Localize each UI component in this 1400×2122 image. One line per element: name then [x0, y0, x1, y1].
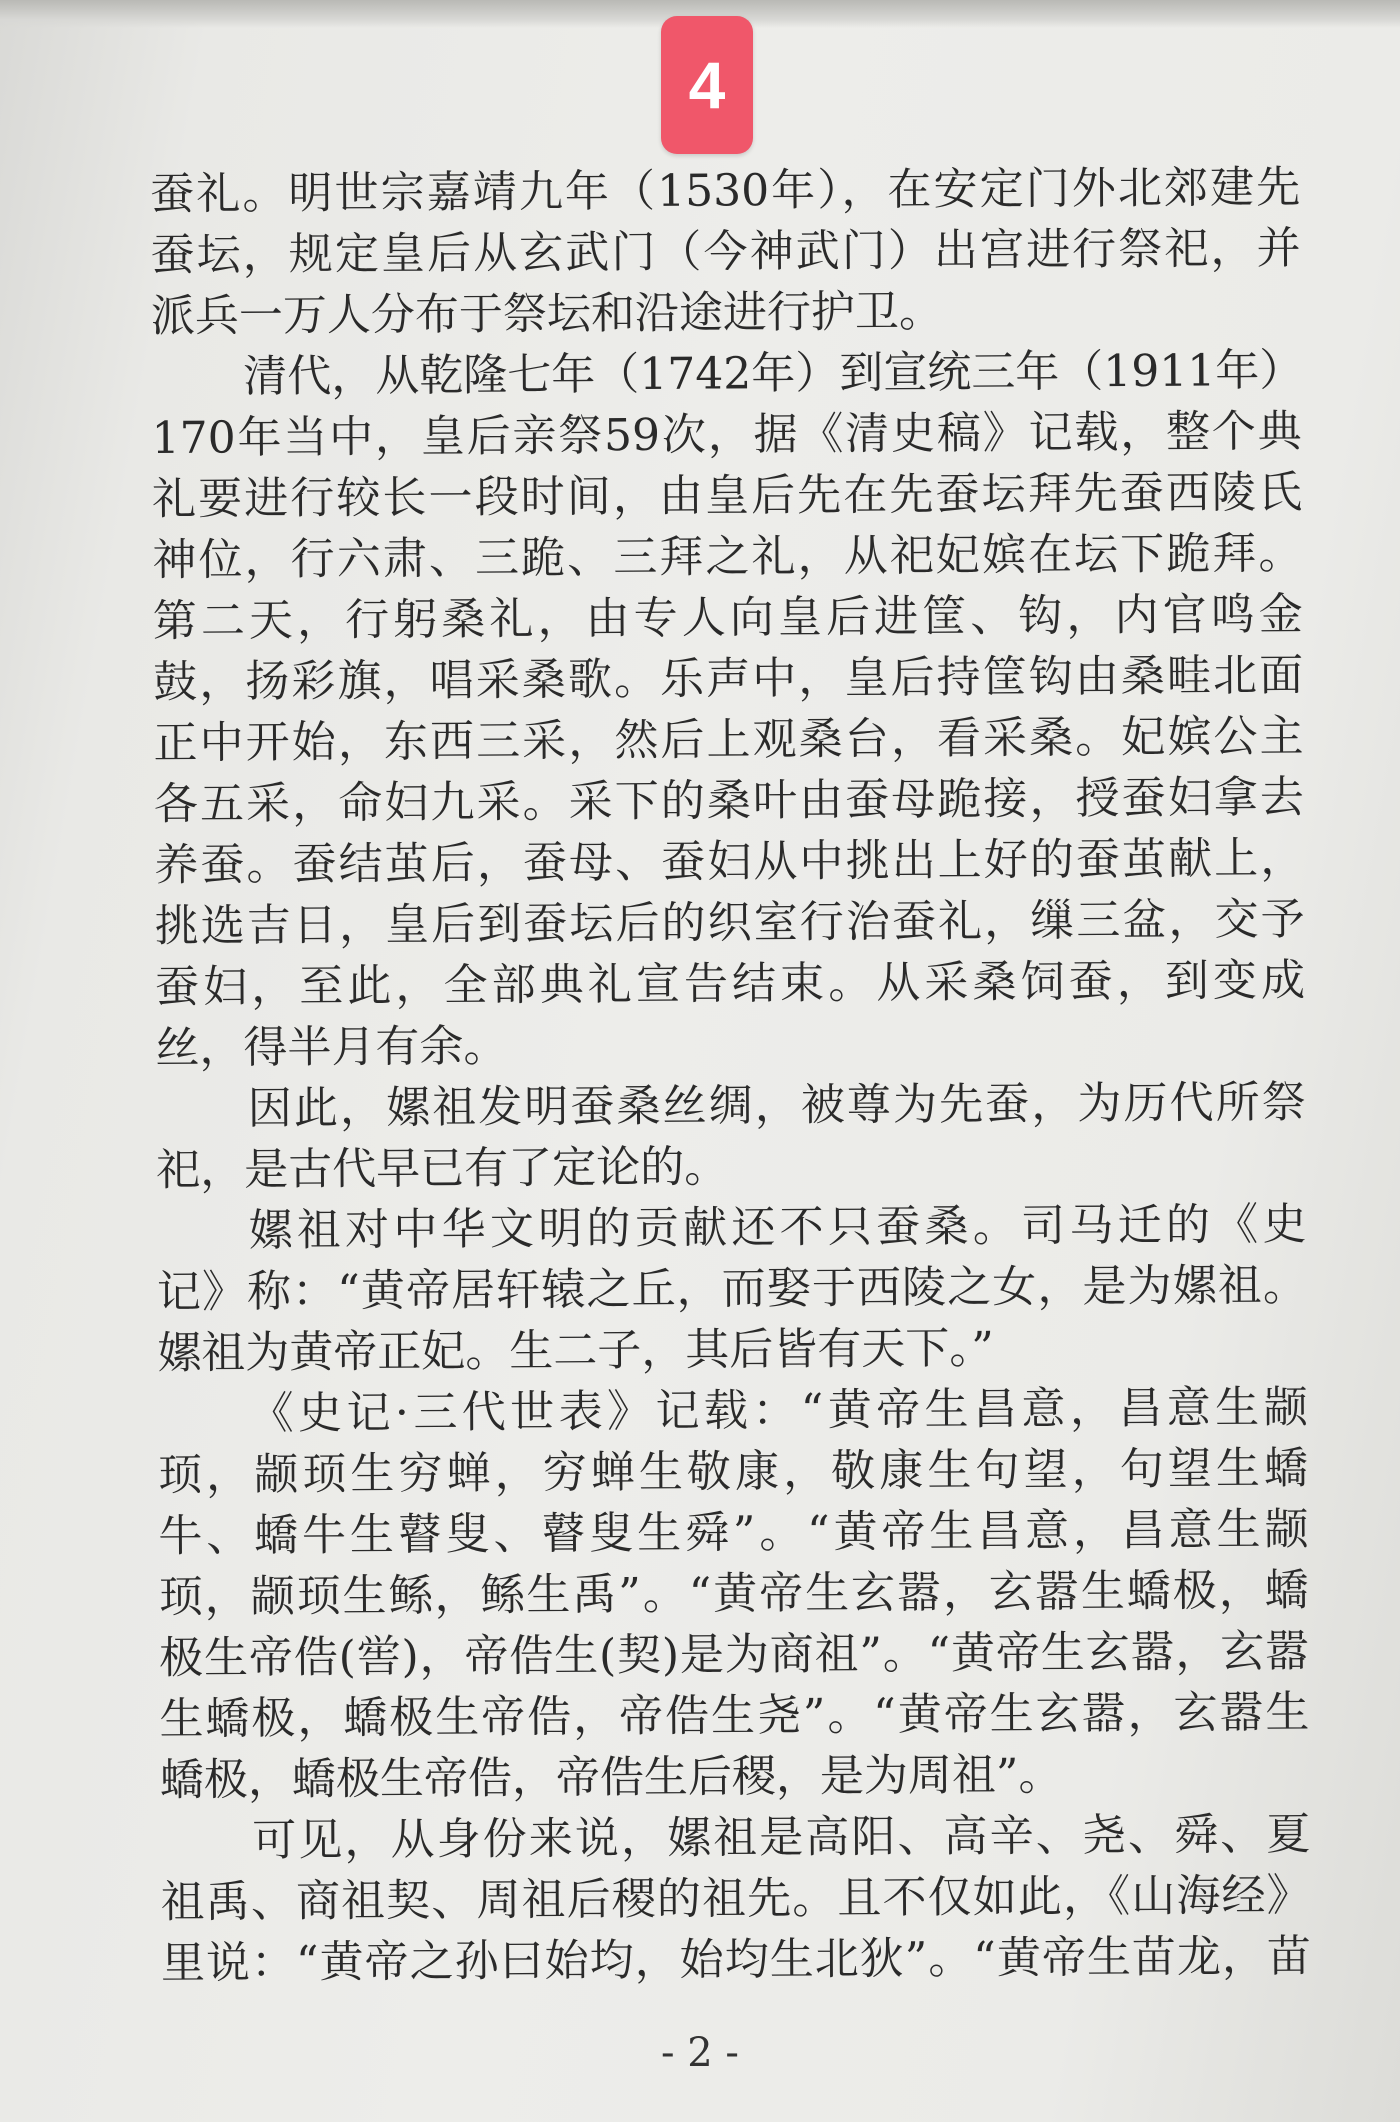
text-line: 里说：“黄帝之孙曰始均，始均生北狄”。“黄帝生苗龙，苗 — [160, 1930, 1312, 1989]
text-line: 祀，是古代早已有了定论的。 — [155, 1141, 729, 1196]
text-line: 蚕妇，至此，全部典礼宣告结束。从采桑饲蚕，到变成 — [154, 954, 1306, 1013]
text-line: 第二天，行躬桑礼，由专人向皇后进筐、钩，内官鸣金 — [152, 588, 1303, 647]
text-line: 蚕礼。明世宗嘉靖九年（1530年），在安定门外北郊建先 — [150, 161, 1301, 220]
text-line: 嫘祖对中华文明的贡献还不只蚕桑。司马迁的《史 — [248, 1198, 1307, 1257]
text-line: 生蟜极，蟜极生帝俈，帝俈生尧”。“黄帝生玄嚣，玄嚣生 — [159, 1686, 1310, 1745]
text-line: 礼要进行较长一段时间，由皇后先在先蚕坛拜先蚕西陵氏 — [151, 466, 1303, 525]
text-line: 顼，颛顼生穷蝉，穷蝉生敬康，敬康生句望，句望生蟜 — [157, 1442, 1309, 1501]
text-line: 极生帝俈(喾)，帝俈生(契)是为商祖”。“黄帝生玄嚣，玄嚣 — [158, 1625, 1310, 1684]
text-line: 记》称：“黄帝居轩辕之丘，而娶于西陵之女，是为嫘祖。 — [156, 1259, 1308, 1318]
text-line: 顼，颛顼生鲧，鲧生禹”。“黄帝生玄嚣，玄嚣生蟜极，蟜 — [158, 1564, 1309, 1623]
text-line: 蟜极，蟜极生帝俈，帝俈生后稷，是为周祖”。 — [159, 1749, 1063, 1806]
text-line: 嫘祖为黄帝正妃。生二子，其后皆有天下。” — [157, 1322, 994, 1379]
text-line: 鼓，扬彩旗，唱采桑歌。乐声中，皇后持筐钩由桑畦北面 — [153, 649, 1304, 708]
text-line: 《史记·三代世表》记载：“黄帝生昌意，昌意生颛 — [249, 1381, 1308, 1440]
text-line: 170年当中，皇后亲祭59次，据《清史稿》记载，整个典 — [151, 405, 1302, 464]
page-number: - 2 - — [661, 2030, 739, 2076]
text-line: 牛、蟜牛生瞽叟、瞽叟生舜”。“黄帝生昌意，昌意生颛 — [158, 1503, 1309, 1562]
text-line: 因此，嫘祖发明蚕桑丝绸，被尊为先蚕，为历代所祭 — [247, 1076, 1306, 1135]
text-line: 神位，行六肃、三跪、三拜之礼，从祀妃嫔在坛下跪拜。 — [152, 527, 1303, 586]
text-line: 派兵一万人分布于祭坛和沿途进行护卫。 — [150, 286, 944, 342]
text-line: 丝，得半月有余。 — [155, 1020, 508, 1074]
text-line: 挑选吉日，皇后到蚕坛后的织室行治蚕礼，缫三盆，交予 — [154, 893, 1305, 952]
text-line: 各五采，命妇九采。采下的桑叶由蚕母跪接，授蚕妇拿去 — [153, 771, 1305, 830]
body-text — [150, 157, 1311, 1994]
text-line: 蚕坛，规定皇后从玄武门（今神武门）出宫进行祭祀，并 — [150, 222, 1301, 281]
text-line: 可见，从身份来说，嫘祖是高阳、高辛、尧、舜、夏 — [252, 1808, 1311, 1867]
text-line: 祖禹、商祖契、周祖后稷的祖先。且不仅如此，《山海经》 — [160, 1869, 1311, 1928]
text-line: 养蚕。蚕结茧后，蚕母、蚕妇从中挑出上好的蚕茧献上， — [154, 832, 1305, 891]
text-line: 正中开始，东西三采，然后上观桑台，看采桑。妃嫔公主 — [153, 710, 1304, 769]
text-line: 清代，从乾隆七年（1742年）到宣统三年（1911年） — [243, 344, 1304, 403]
page-badge: 4 — [661, 16, 753, 154]
